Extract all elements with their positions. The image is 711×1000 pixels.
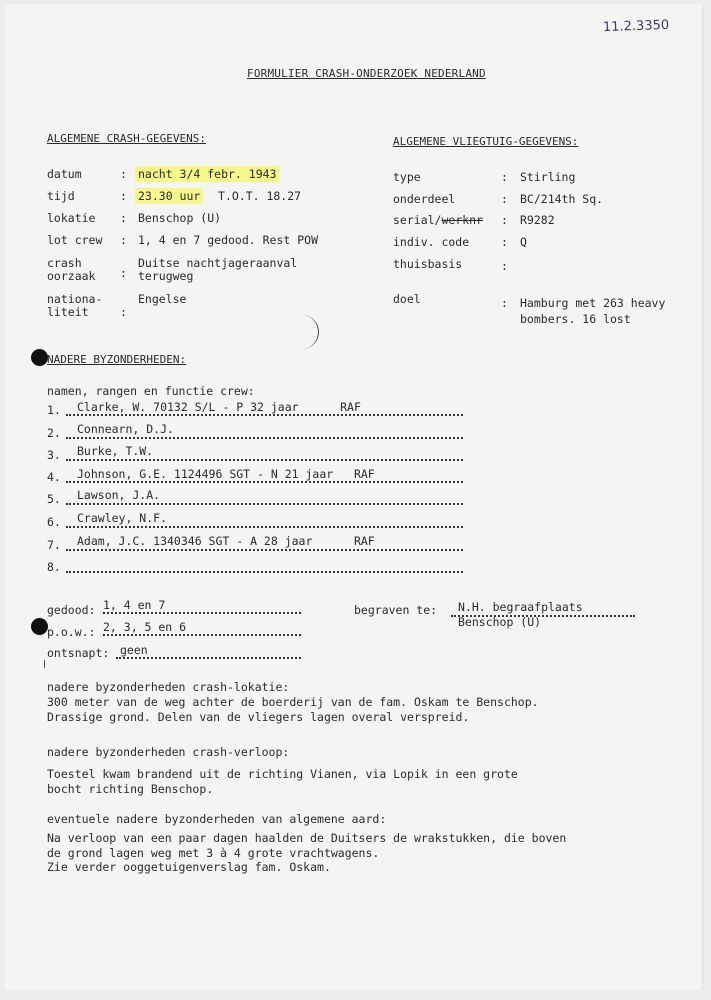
begraven-label: begraven te: <box>354 603 438 617</box>
lokatie-line: 300 meter van de weg achter de boerderij van de fam. Oskam te Benschop. <box>47 695 539 709</box>
sep: : <box>501 235 508 249</box>
lokatie-line: Drassige grond. Delen van de vliegers lagen overal verspreid. <box>47 710 470 724</box>
label-tijd: tijd <box>47 189 75 203</box>
label-datum: datum <box>47 167 82 181</box>
dotted-line <box>66 480 463 483</box>
value-type: Stirling <box>520 170 576 184</box>
dotted-line <box>103 611 301 614</box>
pow-value: 2, 3, 5 en 6 <box>103 620 187 634</box>
label-crash: crash <box>47 256 82 270</box>
dotted-line <box>66 502 463 505</box>
algemeen-line: Na verloop van een paar dagen haalden de Duitsers de wrakstukken, die boven <box>47 831 567 845</box>
algemeen-line: Zie verder ooggetuigenverslag fam. Oskam. <box>47 860 331 874</box>
label-nationaliteit-1: nationa- <box>47 292 103 306</box>
crash-header: ALGEMENE CRASH-GEGEVENS: <box>47 132 206 145</box>
algemeen-header: eventuele nadere byzonderheden van algemene aard: <box>47 812 387 826</box>
crew-num: 7. <box>47 538 61 552</box>
crew-num: 4. <box>47 470 61 484</box>
sep: : <box>120 189 127 203</box>
dotted-line <box>66 413 463 416</box>
crew-text: Adam, J.C. 1340346 SGT - A 28 jaar RAF <box>77 534 375 548</box>
label-serial <box>393 213 483 227</box>
crew-num: 5. <box>47 492 61 506</box>
value-oorzaak-2: terugweg <box>138 269 194 283</box>
value-tijd: 23.30 uur <box>135 188 203 204</box>
dotted-line <box>66 436 463 439</box>
dotted-line <box>66 548 463 551</box>
sep: : <box>501 213 508 227</box>
crew-label: namen, rangen en functie crew: <box>47 384 255 398</box>
crew-num: 8. <box>47 560 61 574</box>
sep: : <box>501 259 508 273</box>
archive-stamp: 11.2.3350 <box>602 17 670 36</box>
value-oorzaak-1: Duitse nachtjageraanval <box>138 256 298 270</box>
value-indiv-code: Q <box>520 235 527 249</box>
aircraft-header: ALGEMENE VLIEGTUIG-GEGEVENS: <box>393 135 579 148</box>
label-indiv-code: indiv. code <box>393 235 470 249</box>
label-serial-a: serial/ <box>393 213 442 227</box>
crew-text: Lawson, J.A. <box>77 488 161 502</box>
gedood-label: gedood: <box>47 603 96 617</box>
sep: : <box>120 305 127 319</box>
sep: : <box>120 233 127 247</box>
verloop-line: Toestel kwam brandend uit de richting Vianen, via Lopik in een grote <box>47 767 518 781</box>
pen-mark <box>44 660 45 668</box>
verloop-line: bocht richting Benschop. <box>47 782 214 796</box>
sep: : <box>501 296 508 310</box>
label-lokatie: lokatie <box>47 211 96 225</box>
crew-text: Clarke, W. 70132 S/L - P 32 jaar RAF <box>77 400 361 414</box>
value-nationaliteit: Engelse <box>138 292 187 306</box>
value-doel-2: bombers. 16 lost <box>520 312 631 326</box>
verloop-header: nadere byzonderheden crash-verloop: <box>47 745 290 759</box>
dotted-line <box>116 656 301 659</box>
begraven-value-2: Benschop (U) <box>458 615 542 629</box>
form-title: FORMULIER CRASH-ONDERZOEK NEDERLAND <box>247 67 486 80</box>
crew-num: 6. <box>47 515 61 529</box>
crew-text: Connearn, D.J. <box>77 422 174 436</box>
crew-text: Burke, T.W. <box>77 444 154 458</box>
value-lot-crew: 1, 4 en 7 gedood. Rest POW <box>138 233 319 247</box>
punch-hole <box>31 349 48 366</box>
label-oorzaak: oorzaak <box>47 269 96 283</box>
crew-num: 3. <box>47 448 61 462</box>
crew-text: Johnson, G.E. 1124496 SGT - N 21 jaar RAF <box>77 467 375 481</box>
label-doel: doel <box>393 292 421 306</box>
label-serial-b: werknr <box>441 213 484 227</box>
punch-hole <box>31 618 48 635</box>
details-header: NADERE BYZONDERHEDEN: <box>47 353 187 366</box>
sep: : <box>120 167 127 181</box>
algemeen-line: de grond lagen weg met 3 à 4 grote vrachtwagens. <box>47 846 380 860</box>
sep: : <box>120 266 127 280</box>
dotted-line <box>66 458 463 461</box>
lokatie-header: nadere byzonderheden crash-lokatie: <box>47 680 290 694</box>
value-onderdeel: BC/214th Sq. <box>520 192 604 206</box>
begraven-value-1: N.H. begraafplaats <box>458 600 583 614</box>
ontsnapt-label: ontsnapt: <box>47 646 110 660</box>
label-lot-crew: lot crew <box>47 233 103 247</box>
dotted-line <box>66 525 463 528</box>
value-tot: T.O.T. 18.27 <box>218 189 302 203</box>
sep: : <box>501 192 508 206</box>
value-serial: R9282 <box>520 213 555 227</box>
label-onderdeel: onderdeel <box>393 192 456 206</box>
label-thuisbasis: thuisbasis <box>393 257 463 271</box>
label-nationaliteit-2: liteit <box>47 305 89 319</box>
sep: : <box>501 170 508 184</box>
crew-num: 2. <box>47 426 61 440</box>
ontsnapt-value: geen <box>120 643 148 657</box>
sep: : <box>120 211 127 225</box>
value-datum: nacht 3/4 febr. 1943 <box>135 166 279 182</box>
dotted-line <box>103 633 301 636</box>
value-doel-1: Hamburg met 263 heavy <box>520 296 666 310</box>
dotted-line <box>66 570 463 573</box>
value-lokatie: Benschop (U) <box>138 211 222 225</box>
crew-text: Crawley, N.F. <box>77 511 168 525</box>
label-type: type <box>393 170 421 184</box>
pow-label: p.o.w.: <box>47 625 96 639</box>
gedood-value: 1, 4 en 7 <box>103 598 166 612</box>
crew-num: 1. <box>47 403 61 417</box>
